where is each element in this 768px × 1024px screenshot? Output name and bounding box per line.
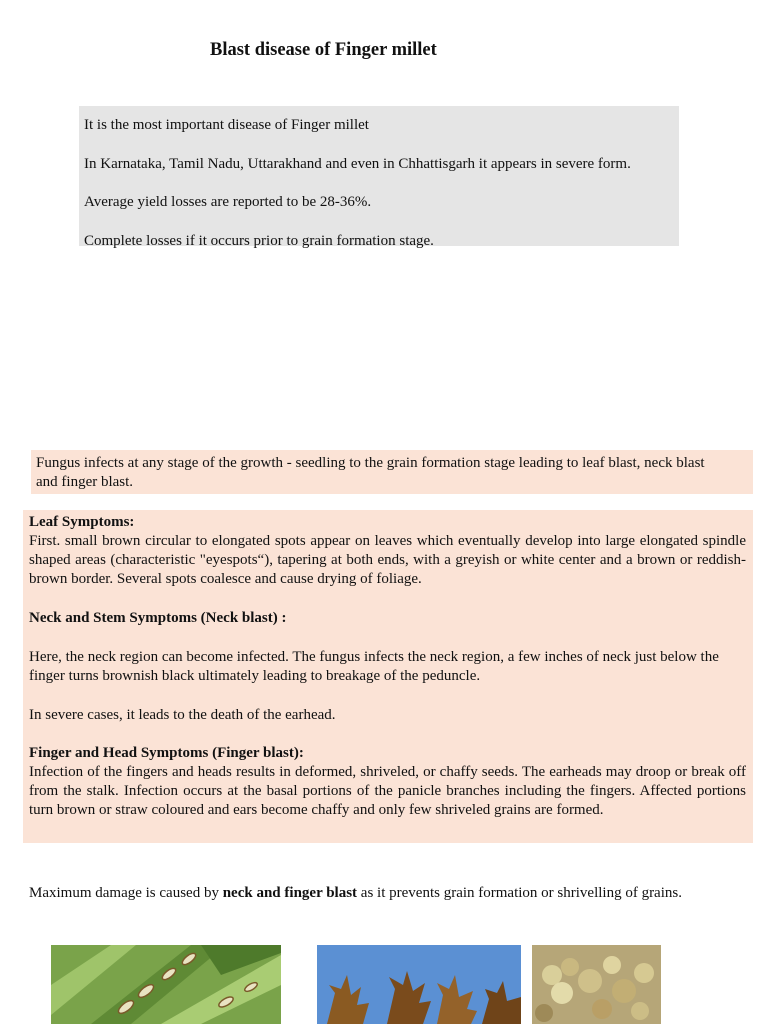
infection-note-box (31, 450, 753, 494)
finger-symptoms-text: Infection of the fingers and heads results in deformed, shriveled, or chaffy seeds. The earheads may droop or break off from the stalk. Infection occurs at the basal portions of the panicle branches including the fingers. Affected portions turn brown or straw coloured and ears become chaffy and only few shriveled grains are formed. (29, 764, 746, 818)
symptoms-box (23, 510, 753, 843)
intro-box (79, 106, 679, 249)
intro-line: It is the most important disease of Finger millet (84, 117, 369, 133)
leaf-symptoms-heading: Leaf Symptoms: (29, 514, 135, 530)
damage-summary (29, 884, 725, 903)
severe-cases-text: In severe cases, it leads to the death of the earhead. (29, 707, 336, 723)
intro-line: Complete losses if it occurs prior to grain formation stage. (84, 233, 434, 249)
intro-line: Average yield losses are reported to be 28-36%. (84, 194, 372, 210)
neck-blast-photo (317, 945, 521, 1024)
leaf-symptoms-text: First. small brown circular to elongated spots appear on leaves which eventually develop into large elongated spindle shaped areas (characteristic "eyespots“), tapering at both ends, with a greyish or white center and a brown or reddish-brown border. Several spots coalesce and cause drying of foliage. (29, 533, 746, 587)
finger-blast-photo (532, 945, 661, 1024)
neck-symptoms-text: Here, the neck region can become infected. The fungus infects the neck region, a few inches of neck just below the finger turns brownish black ultimately leading to breakage of the peduncle. (29, 649, 719, 684)
leaf-blast-photo (51, 945, 281, 1024)
neck-symptoms-heading: Neck and Stem Symptoms (Neck blast) : (29, 610, 287, 626)
infection-note: Fungus infects at any stage of the growth - seedling to the grain formation stage leading to leaf blast, neck blast and finger blast. (36, 455, 705, 490)
intro-line: In Karnataka, Tamil Nadu, Uttarakhand and even in Chhattisgarh it appears in severe form. (84, 156, 631, 172)
finger-symptoms-heading: Finger and Head Symptoms (Finger blast): (29, 745, 304, 761)
summary-text: as it prevents grain formation or shrivelling of grains. (357, 885, 682, 901)
summary-text: Maximum damage is caused by (29, 885, 223, 901)
summary-emphasis: neck and finger blast (222, 885, 358, 901)
page-title: Blast disease of Finger millet (210, 40, 437, 60)
